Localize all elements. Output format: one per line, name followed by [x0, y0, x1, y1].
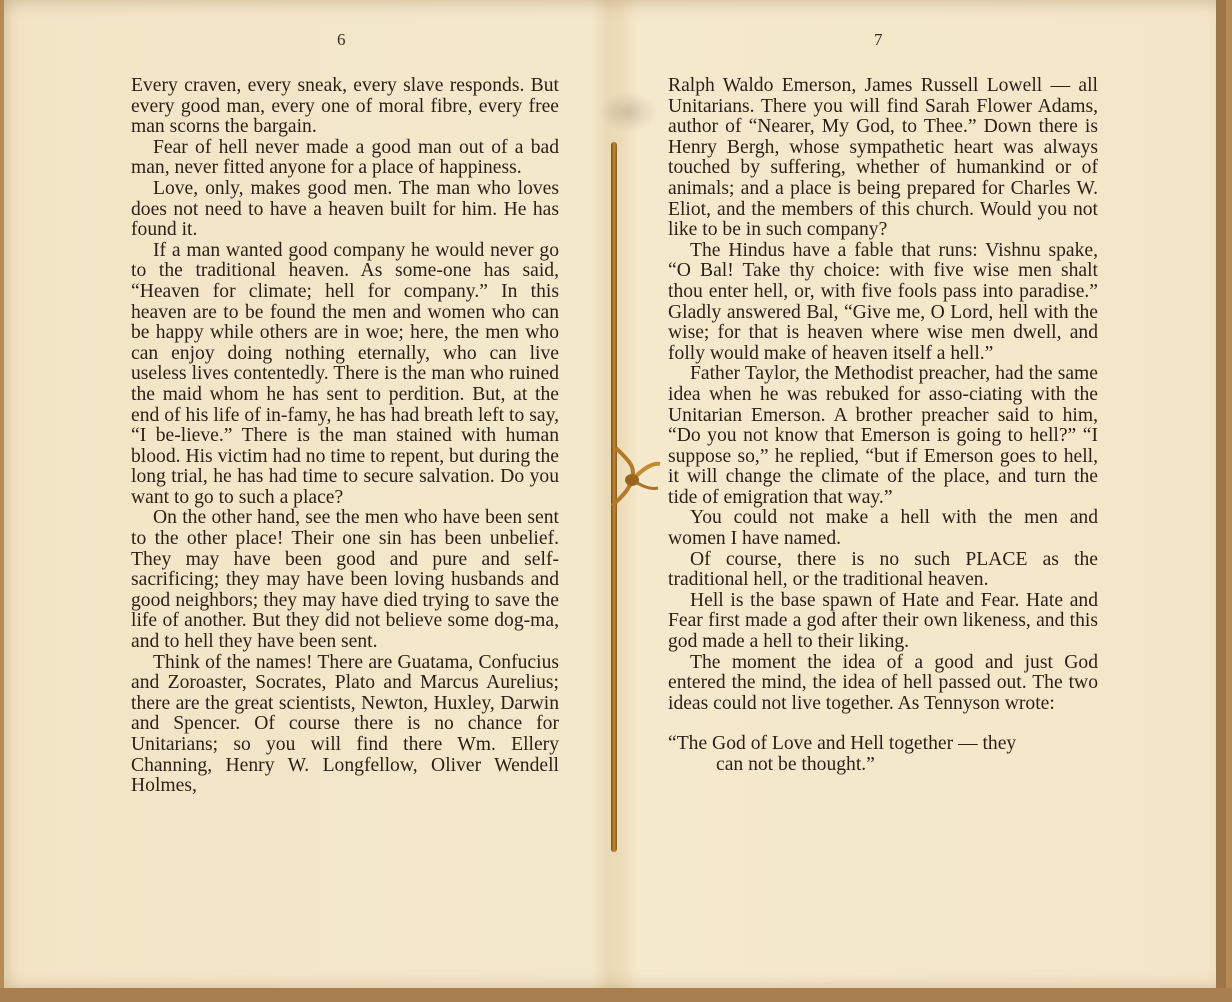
- paragraph: Of course, there is no such PLACE as the traditional hell, or the traditional heaven.: [668, 548, 1098, 591]
- page-edge: [1216, 0, 1226, 990]
- paragraph: The moment the idea of a good and just God entered the mind, the idea of hell passed out. The two ideas could not live together. As Tennyson wrote:: [668, 651, 1098, 714]
- left-page: [4, 0, 616, 990]
- page-number-right: 7: [874, 30, 883, 49]
- paragraph: If a man wanted good company he would never go to the traditional heaven. As some-one has said, “Heaven for climate; hell for company.” In this heaven are to be found the men and women who can be happy while others are in woe; here, the men who can enjoy doing nothing eternally, who can live useless lives contentedly. There is the man who ruined the maid whom he has sent to perdition. But, at the end of his life of in-famy, he has had breath left to say, “I be-lieve.” There is the man stained with human blood. His victim had no time to repent, but during the long trial, he has had time to secure salvation. Do you want to go to such a place?: [131, 239, 559, 508]
- quote-line: can not be thought.”: [716, 754, 875, 775]
- paragraph: Hell is the base spawn of Hate and Fear. Hate and Fear first made a god after their own likeness, and this god made a hell to their liking.: [668, 589, 1098, 653]
- left-page-text: [131, 76, 559, 797]
- binding-knot: [602, 440, 662, 510]
- right-page-text: [668, 76, 1098, 776]
- paragraph: Ralph Waldo Emerson, James Russell Lowell — all Unitarians. There you will find Sarah Flower Adams, author of “Nearer, My God, to Thee.” Down there is Henry Bergh, whose sympathetic heart was always touched by suffering, whether of humankind or of animals; and a place is being prepared for Charles W. Eliot, and the members of this church. Would you not like to be in such company?: [668, 75, 1098, 241]
- right-page: [616, 0, 1226, 990]
- paragraph: On the other hand, see the men who have been sent to the other place! Their one sin has been unbelief. They may have been good and pure and self-sacrificing; they may have been loving husbands and good neighbors; they may have died trying to save the life of another. But they did not believe some dog-ma, and to hell they have been sent.: [131, 507, 559, 653]
- paragraph: Father Taylor, the Methodist preacher, had the same idea when he was rebuked for asso-ciating with the Unitarian Emerson. A brother preacher said to him, “Do you not know that Emerson is going to hell?” “I suppose so,” he replied, “but if Emerson goes to hell, it will change the climate of the place, and turn the tide of emigration that way.”: [668, 363, 1098, 508]
- tennyson-quote: [668, 734, 1098, 775]
- paragraph: Fear of hell never made a good man out of a bad man, never fitted anyone for a place of happiness.: [131, 136, 559, 179]
- page-number-left: 6: [337, 30, 346, 49]
- paragraph: The Hindus have a fable that runs: Vishnu spake, “O Bal! Take thy choice: with five wise men shalt thou enter hell, or, with five fools pass into paradise.” Gladly answered Bal, “Give me, O Lord, hell with the wise; for that is heaven where wise men dwell, and folly would make of heaven itself a hell.”: [668, 239, 1098, 364]
- paragraph: Every craven, every sneak, every slave responds. But every good man, every one of moral fibre, every free man scorns the bargain.: [131, 75, 559, 138]
- book-spread: [4, 0, 1226, 990]
- book-edge-bottom: [0, 988, 1232, 1002]
- paragraph: Think of the names! There are Guatama, Confucius and Zoroaster, Socrates, Plato and Marcus Aurelius; there are the great scientists, Newton, Huxley, Darwin and Spencer. Of course there is no chance for Unitarians; so you will find there Wm. Ellery Channing, Henry W. Longfellow, Oliver Wendell Holmes,: [131, 651, 559, 797]
- quote-line: “The God of Love and Hell together — they: [668, 733, 1017, 755]
- paragraph: You could not make a hell with the men and women I have named.: [668, 507, 1098, 550]
- paragraph: Love, only, makes good men. The man who loves does not need to have a heaven built for him. He has found it.: [131, 177, 559, 241]
